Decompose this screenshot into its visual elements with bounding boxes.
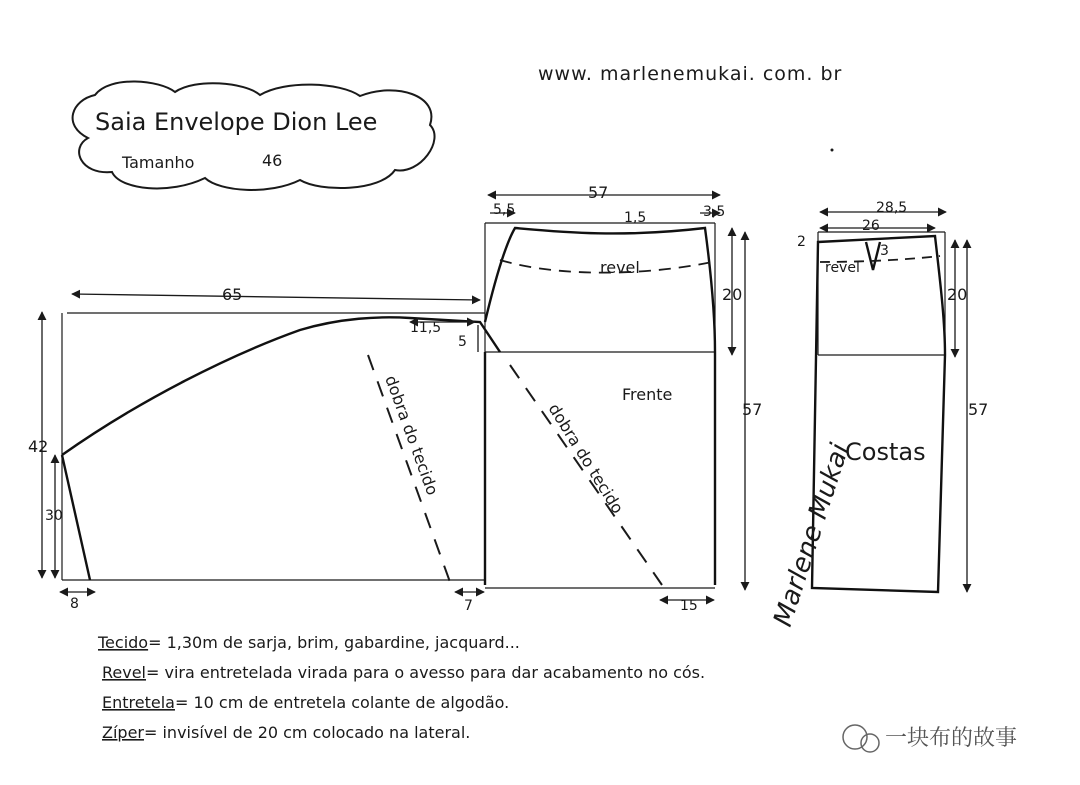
note-text-4: = invisível de 20 cm colocado na lateral. (143, 723, 471, 742)
dim-drop: 5 (458, 334, 467, 350)
back-label: Costas (845, 438, 926, 466)
note-line-2 (102, 663, 705, 682)
dim-back-waist: 26 (862, 218, 880, 234)
dim-front-dart-left: 5,5 (493, 202, 516, 218)
wrap-fold-label: dobra do tecido (381, 372, 443, 498)
watermark-text: 一块布的故事 (885, 726, 1018, 751)
notes-block (97, 633, 705, 742)
chat-bubble-icon-2 (861, 734, 879, 752)
back-revel-label: revel (825, 260, 860, 276)
website: www. marlenemukai. com. br (538, 63, 843, 85)
dim-front-curve: 1,5 (624, 210, 647, 226)
note-line-4 (102, 723, 470, 742)
front-revel-label: revel (600, 258, 640, 277)
stray-dot (831, 149, 834, 152)
dim-hem-right: 15 (680, 598, 698, 614)
dim-back-length: 57 (968, 400, 989, 419)
size-value: 46 (262, 151, 283, 170)
note-text-2: = vira entretelada virada para o avesso para dar acabamento no cós. (146, 663, 706, 682)
dim-back-drop: 2 (797, 234, 806, 250)
size-label: Tamanho (122, 153, 195, 172)
dim-wrap-width: 65 (222, 285, 243, 304)
note-key-3: Entretela (102, 693, 175, 712)
watermark (843, 725, 1017, 752)
dim-back-dart: 3 (880, 243, 889, 259)
note-key-2: Revel (102, 663, 146, 682)
dim-front-length: 57 (742, 400, 763, 419)
note-key-4: Zíper (102, 723, 144, 742)
front-label: Frente (622, 385, 673, 404)
dim-front-dart-right: 3,5 (703, 204, 726, 220)
front-piece (62, 223, 715, 588)
dim-hem-left: 8 (70, 596, 79, 612)
dim-side-height: 42 (28, 437, 49, 456)
note-text-3: = 10 cm de entretela colante de algodão. (174, 693, 510, 712)
dim-hip-offset: 11,5 (410, 320, 442, 336)
signature: Marlene Mukai (768, 440, 856, 631)
dim-front-top: 57 (588, 183, 609, 202)
dim-back-yoke: 20 (947, 285, 968, 304)
pattern-title: Saia Envelope Dion Lee (95, 108, 378, 136)
front-fold-label: dobra do tecido (544, 400, 628, 517)
dim-front-yoke: 20 (722, 285, 743, 304)
note-key-1: Tecido (98, 633, 149, 652)
front-cut-lines (62, 228, 715, 585)
note-line-3 (102, 693, 509, 712)
note-text-1: = 1,30m de sarja, brim, gabardine, jacquard... (148, 633, 520, 652)
dim-back-top: 28,5 (876, 200, 908, 216)
wrap-fold-line (368, 355, 450, 582)
dim-inner-height: 30 (45, 508, 63, 524)
back-cut-lines (812, 236, 945, 592)
dim-hem-mid: 7 (464, 598, 473, 614)
note-line-1 (97, 633, 520, 652)
